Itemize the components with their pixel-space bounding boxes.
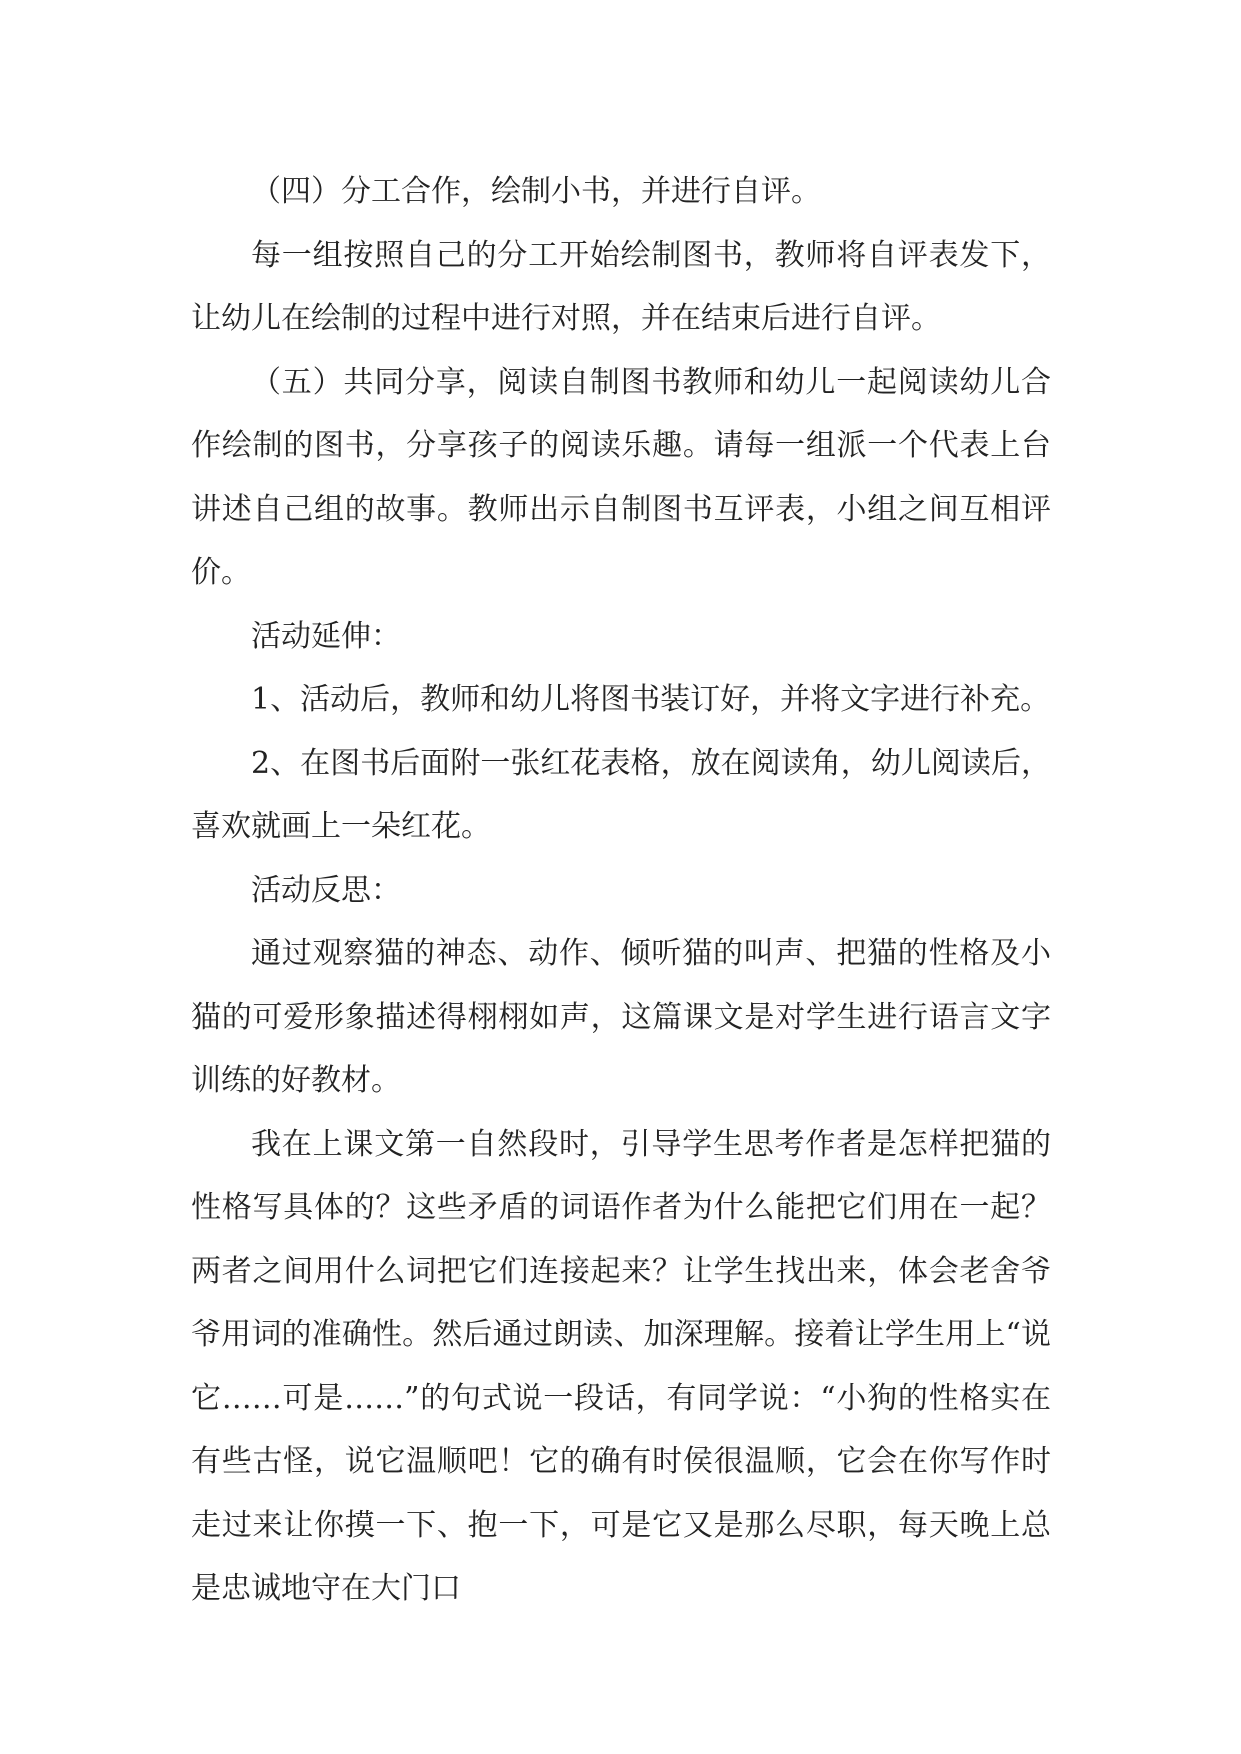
paragraph-extension-item-2: 2、在图书后面附一张红花表格，放在阅读角，幼儿阅读后，喜欢就画上一朵红花。 [191,745,1051,844]
paragraph-section-four-heading: （四）分工合作，绘制小书，并进行自评。 [251,174,821,209]
paragraph-activity-extension-heading: 活动延伸： [251,618,401,654]
paragraph-extension-item-1: 1、活动后，教师和幼儿将图书装订好，并将文字进行补充。 [251,682,1051,717]
paragraph-reflection-detail: 我在上课文第一自然段时，引导学生思考作者是怎样把猫的性格写具体的？这些矛盾的词语作者为什么能把它们用在一起？两者之间用什么词把它们连接起来？让学生找出来，体会老舍爷爷用词的准确性。然后通过朗读、加深理解。接着让学生用上“说它……可是……”的句式说一段话，有同学说：“小狗的性格实在有些古怪，说它温顺吧！它的确有时侯很温顺，它会在你写作时走过来让你摸一下、抱一下，可是它又是那么尽职，每天晚上总是忠诚地守在大门口 [191,1126,1051,1606]
paragraph-self-evaluation: 每一组按照自己的分工开始绘制图书，教师将自评表发下，让幼儿在绘制的过程中进行对照，并在结束后进行自评。 [191,237,1051,336]
paragraph-reflection-intro: 通过观察猫的神态、动作、倾听猫的叫声、把猫的性格及小猫的可爱形象描述得栩栩如声，这篇课文是对学生进行语言文字训练的好教材。 [191,936,1051,1098]
paragraph-activity-reflection-heading: 活动反思： [251,872,401,908]
document-body [191,160,1051,1621]
paragraph-section-five-sharing: （五）共同分享，阅读自制图书教师和幼儿一起阅读幼儿合作绘制的图书，分享孩子的阅读乐趣。请每一组派一个代表上台讲述自己组的故事。教师出示自制图书互评表，小组之间互相评价。 [191,364,1051,590]
